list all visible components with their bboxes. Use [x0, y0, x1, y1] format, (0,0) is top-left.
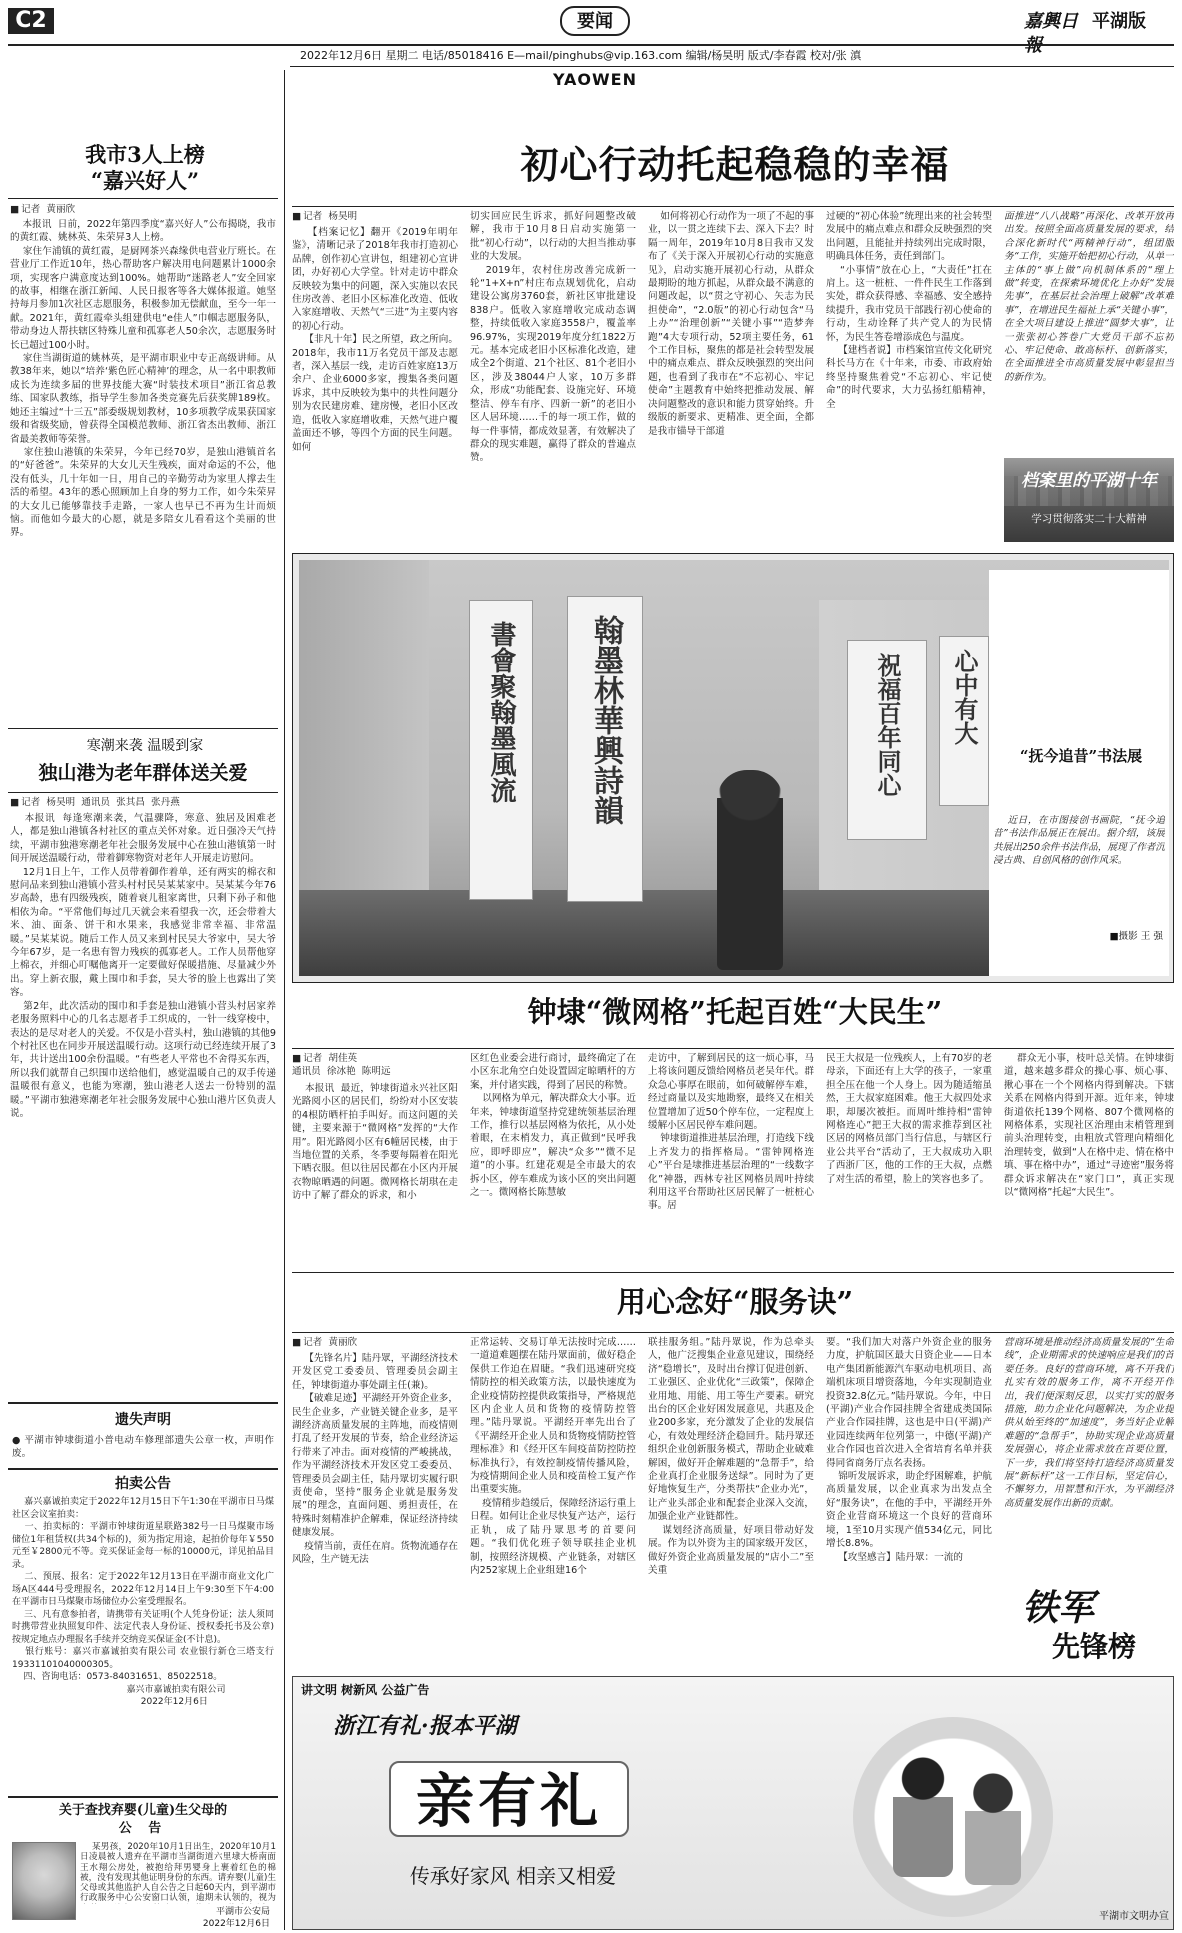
main-col-5: 面推进“八八战略”再深化、改革开放再出发。按照全面高质量发展的要求，结合深化新时代“两精神行动”，组团服务“工作，实施开始把初心行动，从单一主体的“事上做”向机制体系的“理上做”转变，在探索环境优化上办好“发展先事”，在基层社会治理上破解“改革难事”，在增进民生福祉上承“关键小事”，在全大项目建设上推进“圆梦大事”，让一张张初心答卷广大党员干部不忘初心、牢记使命、敢高标杆、创新落实，在全面推进全市高质量发展中彰显担当的新作为。	[1004, 211, 1174, 383]
ad-top-strip: 讲文明 树新风 公益广告	[301, 1683, 430, 1697]
calligraphy-scroll-2	[567, 596, 643, 902]
left-column-divider	[284, 70, 285, 1930]
scroll-3-text: 祝福百年同心	[873, 653, 902, 797]
story4-col-5: 营商环境是推动经济高质量发展的“生命线”，企业期需求的快速响应是我们的首要任务。良好的营商环境，离不开我们扎实有效的服务工作，离不开经开作出，我们便深刻反思，以实打实的服务措施，助力企业化问题解决，为企业提供从始至终的“加速度”，务当好企业解难题的“急帮手”，协助实现企业高质量发展强心，将企业需求放在首要位置，下一步，我们将坚持打造经济高质量发展“新标杆”这一工作目标，坚定信心，不懈努力，用智慧和汗水，为平湖经济高质量发展作出新的贡献。	[1004, 1337, 1174, 1509]
calligraphy-scroll-1	[469, 600, 533, 900]
story4-rule	[292, 1332, 1174, 1333]
ad-illustration-figure-1	[893, 1757, 953, 1877]
masthead-rule	[8, 44, 1174, 46]
photo-credit: ■摄影 王 强	[1109, 931, 1163, 942]
section-pinyin: YAOWEN	[552, 70, 637, 89]
story4-headline: 用心念好“服务诀”	[616, 1285, 854, 1319]
ad-slogan: 浙江有礼·报本平湖	[333, 1713, 517, 1739]
foundling-body: 某男孩，2020年10月1日出生，2020年10月1日凌晨被人遗弃在平湖市当湖街道六里埭大桥南面王水翔公房处，被抱给拜男婴身上裹着红色的棉被，没有发现其他证明身份的东西。请弃婴(儿童)生父母或其他监护人自公告之日起60天内，到平湖市行政服务中心公安窗口认领，逾期未认领的，视为	[80, 1842, 276, 1904]
calligraphy-scroll-4	[939, 636, 989, 806]
archive-banner	[1004, 458, 1174, 542]
story1-headline-1: 我市3人上榜	[85, 142, 205, 167]
archive-title: 档案里的平湖十年	[1021, 471, 1157, 491]
story3-byline: ■ 记者 胡佳英 通讯员 徐冰艳 陈明远	[292, 1052, 458, 1080]
auction-top-rule	[8, 1468, 278, 1470]
foundling-date: 2022年12月6日	[202, 1919, 270, 1929]
story2-byline: ■ 记者 杨昊明 通讯员 张其昌 张丹燕	[10, 796, 276, 810]
story3-col-3: 走访中，了解到居民的这一烦心事，马上将该问题反馈给网格员老吴年代。群众急心事厚在眼前，如何破解停车难，经过商量以及实地勘察，最终又在相关位置增加了近50个停车位，一定程度上缓解小区居民停车难问题。 钟埭街道推进基层治理，打造线下线上齐发力的指挥格局。“雷钟网格连心”平台是埭推进基层治理的“一线数字化”神器，西林专社区网格员周叶持续利用这平台帮助社区居民解了一桩桩心事。居	[648, 1053, 814, 1212]
pioneer-logo	[1008, 1586, 1174, 1670]
story4-top-rule	[292, 1272, 1174, 1273]
auction-body: 嘉兴嘉诚拍卖定于2022年12月15日下午1:30在平湖市日马煤社区会议室拍卖： 一、拍卖标的：平湖市钟埭街道星联路382号一日马煤聚市场储位1年租赁权(共34个标的)，须为指定用途，起拍价每年￥550元至￥2800元不等。竞买保证金每一标的10000元，详见拍品目录。 二、预展、报名：定于2022年12月13日在平湖市商业文化广场A区444号受理报名，2022年12月14日上午9:30至下午4:00在平湖市日马煤聚市场储位办公室受理报名。 三、凡有意参拍者，请携带有关证明(个人凭身份证；法人须同时携带营业执照复印件、法定代表人身份证、授权委托书及公章)按规定地点办理报名手续并交纳竞买保证金(不计息)。 银行账号：嘉兴市嘉诚拍卖有限公司 农业银行新仓三塔支行 19331101040000305。 四、咨询电话：0573-84031651、85022518。 嘉兴市嘉诚拍卖有限公司 2022年12月6日	[12, 1497, 274, 1707]
main-col-4: 过硬的“初心体验”统理出来的社会转型发展中的痛点难点和群众反映强烈的突出问题，且能扯并持续列出完成时限，明确具体任务，责任到部门。 “小事情”放在心上，“大责任”扛在肩上。这一桩桩、一件件民生工作落到实处，群众获得感、幸福感、安全感持续提升，我市党员干部践行初心使命的行动，生动诠释了共产党人的为民情怀，为民生答卷增添成色与温度。 【建档者说】市档案馆宣传文化研究科长马方在《十年来，市委、市政府始终坚持聚焦着党“不忘初心、牢记使命”的时代要求，大力弘扬红船精神，全	[826, 211, 992, 410]
main-headline-rule	[292, 206, 1174, 207]
foundling-top-rule	[8, 1796, 278, 1798]
masthead-info: 2022年12月6日 星期二 电话/85018416 E—mail/pinghubs@vip.163.com 编辑/杨昊明 版式/李春霞 校对/张 滇	[300, 49, 862, 62]
edition-label: 平湖版	[1092, 11, 1146, 32]
story3-col-4: 民王大叔是一位残疾人，上有70岁的老母亲，下面还有上大学的孩子，一家重担全压在他一个人身上。因为随适缩虽然，王大叔家庭困难。他王大叔四处求职，却屡次被拒。而周叶维持相“雷钟网格连心”把王大叔的需求推荐到区社区居的网格员部门当行信息，与辖区行业公共平台“活动了，王大叔成功入职了西浙厂区，他的工作的王大叔，点燃了对生活的希望，脸上的笑容也多了。	[826, 1053, 992, 1185]
ad-credit: 平湖市文明办宣	[1099, 1911, 1169, 1922]
ad-main-text: 亲有礼	[389, 1761, 629, 1837]
story4-col-4: 要。“我们加大对落户外资企业的服务力度，护航国区最大日资企业——日本电产集团新能源汽车驱动电机项目、高端机床项目增资落地，今年实现制造业投资32.8亿元。”陆丹眾说。今年，中日(平湖)产业合作园挂牌全省建成类国际产业合作园挂牌，这也是中日(平湖)产业园连续两年位列第一，中德(平湖)产业合作园也首次进入全省培育名单并获得同省商务厅点名表扬。 锦听发展诉求，助企纾困解难，护航高质量发展，以企业真求为出发点全好“服务诀”，在他的手中，平湖经开外资企业营商环境这一个良好的营商环境，1至10月实现产值534亿元，同比增长8.8%。 【攻坚感言】陆丹眾：一流的	[826, 1337, 992, 1563]
main-byline: ■ 记者 杨昊明	[292, 210, 462, 224]
pioneer-line-1: 铁军	[1022, 1587, 1095, 1629]
story3-col-1: 本报讯 最近，钟埭街道永兴社区阳光路阅小区的居民们，纷纷对小区安装的4根防晒杆拍手叫好。而这问题的关键，主要来源于“微网格”发挥的“大作用”。阳光路阅小区有6幢居民楼，由于当地位置的关系，冬季要每隔着在阳光下晒衣服。但以往居民都在小区内开展衣物晾晒遇的问题。微网格长胡琪在走访中了解了群众的诉求，和小	[292, 1083, 458, 1202]
story1-rule	[8, 198, 278, 199]
ad-frame	[292, 1676, 1174, 1930]
story4-byline: ■ 记者 黄丽欣	[292, 1336, 458, 1350]
page-code: C2	[8, 8, 54, 34]
story2-top-rule	[8, 728, 278, 729]
scroll-2-text: 翰墨林華興詩韻	[588, 615, 623, 825]
story2-body: 本报讯 每逢寒潮来袭，气温骤降，寒意、独居及困难老人，都是独山港镇各村社区的重点关怀对象。近日强冷天气持续，平湖市独港寒潮老年社会服务发展中心在独山港镇第一时间开展送温暖行动，带着御寒物资对老年人开展走访慰问。 12月1日上午，工作人员带着御作着单，还有两实的棉衣和慰问品来到独山港镇小营头村村民吴某某家中。吴某某今年76岁高龄，患有四级残疾，随着衰儿租家离世，只剩下孙子和他相依为命。“平常他们每过几天就会来看望我一次，还会带着大米、油、面条、饼干和水果来，我感觉非常幸福、非常温暖。”吴某某说。随后工作人员又来到村民吴大爷家中，吴大爷今年67岁，是一名患有智力残疾的孤寡老人。工作人员帮他穿上棉衣，并细心叮嘱他离开一定要做好保暖措施、尽量减少外出。穿上新衣服，戴上围巾和手套，吴大爷的脸上也露出了笑容。 第2年，此次活动的围巾和手套是独山港镇小营头村居家养老服务照料中心的几名志愿者手工织成的，一针一线穿梭中，表达的是尽对老人的关爱。不仅是小营头村，独山港镇的其他9个村社区也在同步开展送温暖行动。这项行动已经连续开展了3年，共计送出100余份温暖。“有些老人平常也不舍得买东西，所以我们就帮自己织围巾送给他们，感觉温暖自己的双手传递温暖很有意义，也能为寒潮，独山港老人送去一份特别的温暖。”平湖市独港寒潮老年社会服务发展中心独山港片区负责人说。	[10, 813, 276, 1119]
main-col-3: 如何将初心行动作为一项了不起的事业，以一贯之连续下去、深入下去？时隔一周年，2019年10月8日我市又发布了《关于深入开展初心行动的实施意见》，启动实施开展初心行动，从群众最期盼的地方抓起，从群众最不满意的问题改起，以“贯之守初心、矢志为民担使命”，“2.0版”的初心行动包含“马上办”“治理创新”“关键小事”“造梦奔跑”4大专项行动，52项主要任务，61个工作目标，聚焦的都是社会转型发展中的痛点难点、群众反映强烈的突出问题，也看到了我市在“不忘初心、牢记使命”主题教育中始终把推动发展、解决问题整改的意识和能力贯穿始终。升级版的新要求、更精准、更全面，全都是我市锚导干部道	[648, 211, 814, 437]
foundling-signature: 平湖市公安局	[215, 1907, 270, 1917]
scroll-1-text: 書會聚翰墨風流	[486, 621, 516, 803]
notice-top-rule	[8, 1402, 278, 1404]
story2-rule	[8, 792, 278, 793]
masthead-rule-2	[290, 66, 1174, 67]
main-col-1: 【档案记忆】翻开《2019年明年鉴》，清晰记录了2018年我市打造初心品牌，创作初心宣讲包，组建初心宣讲团，办好初心大学堂。针对走访中群众反映较为集中的问题，深入实施以农民住房改善、老旧小区标准化改造、低收入家庭增收、天然气“三进”为主要内容的初心行动。 【非凡十年】民之所望，政之所向。2018年，我市11万名党员干部及志愿者，深入基层一线，走访百姓家庭13万余户、企业6000多家，搜集各类问题诉求，其中反映较为集中的共性问题分别为农民建房难、建房慢，老旧小区改造，低收入家庭增收难，天然气进户覆盖面还不够，等四个方面的民生问题。如何	[292, 227, 458, 453]
gallery-wall-left	[299, 560, 429, 890]
scroll-4-text: 心中有大	[950, 649, 979, 745]
story3-col-2: 区红色业委会进行商讨，最终确定了在小区东北角空白处设置固定晾晒杆的方案，并付诸实践，得到了居民的称赞。 以网格为单元，解决群众大小事。近年来，钟埭街道坚持党建统领基层治理工作，推行以基层网格为依托，从小处着眼，在末梢发力，真正做到“民呼我应，即呼即应”，解决“众多”“微不足道”的小事。红建花观是全市最大的农拆小区，停车难成为该小区的突出问题之一。微网格长陈慧敏	[470, 1053, 636, 1199]
ad-subline: 传承好家风 相亲又相爱	[409, 1864, 617, 1888]
main-headline: 初心行动托起稳稳的幸福	[520, 142, 950, 187]
photo-caption-body: 近日，在市图接创书画院，“抚今追昔”书法作品展正在展出。据介绍，该展共展出250余件书法作品，展现了作者沉浸古典、自创风格的创作风采。	[993, 815, 1165, 867]
section-title: 要闻	[560, 6, 630, 36]
calligraphy-scroll-3	[847, 640, 927, 840]
story3-rule	[292, 1048, 1174, 1049]
paper-name: 嘉興日報	[1024, 11, 1078, 56]
story1-headline-2: “嘉兴好人”	[90, 168, 200, 193]
story2-kicker: 寒潮来袭 温暖到家	[86, 738, 204, 754]
notice-title: 遗失声明	[115, 1412, 171, 1428]
archive-subtitle: 学习贯彻落实二十大精神	[1031, 513, 1147, 525]
story1-body: 本报讯 日前，2022年第四季度“嘉兴好人”公布揭晓，我市的黄红霞、姚林英、朱荣昇3人上榜。 家住乍浦镇的黄红霞，是厨网茶兴森缘供电营业厅班长。在营业厅工作近10年，热心帮助客户解决用电问题累计1000余项，实现客户满意度达到100%。她帮助“迷路老人”安全回家的故事，相继在浙江新闻、人民日报客等各大媒体报道。她坚持每月参加1次社区志愿服务，积极参加无偿献血，至今一年一献。2021年，黄红霞牵头组建供电“e佳人”巾帼志愿服务队，带动身边人帮扶辖区特殊儿童和孤寡老人50余次，志愿服务时长已超过100小时。 家住当湖街道的姚林英，是平湖市职业中专正高级讲师。从教38年来，她以“培养‘紫色匠心精神’的理念，从一名中职教师成长为连续多届的世界技能大赛“时装技术项目”浙江省总教练、国家队教练，指导学生参加各类竞赛先后获奖牌189枚。她还主编过“十三五”部委级规划教材，10多项教学成果获国家级和省级奖励，曾获得全国模范教师、浙江省杰出教师、浙江省最美教师等荣誉。 家住独山港镇的朱荣昇，今年已经70岁，是独山港镇首名的“好爸爸”。朱荣昇的大女儿天生残疾，面对命运的不公，他没有低头，几十年如一日，用自己的辛勤劳动为家里人撑去生活的希望。43年的悉心照顾加上自身的努力工作，如今朱荣昇的大女儿已能够靠技手走路，一家人也早已不再为生计而烦恼。而他如今最大的心愿，就是多陪女儿看看这个美丽的世界。	[10, 219, 276, 539]
pioneer-line-2: 先锋榜	[1052, 1630, 1137, 1663]
story3-col-5: 群众无小事，枝叶总关情。在钟埭街道，越来越多群众的操心事、烦心事、揪心事在一个个网格内得到解决。下辖关系在网格内得到开源。近年来，钟埭街道依托139个网格、807个微网格的网格体系，实现社区治理由末梢管理到前头治理转变，由粗放式管理向精细化治理转变，做到“人在格中走、情在格中填、事在格中办”，通过“寻迹密”服务将群众诉求解决在“家门口”，真正实现以“微网格”托起“大民生”。	[1004, 1053, 1174, 1199]
main-col-2: 切实回应民生诉求，抓好问题整改破解，我市于10月8日启动实施第一批“初心行动”，以行动的大担当推动事业的大发展。 2019年，农村住房改善完成新一轮“1+X+n”村庄布点规划优化，启动建设公寓房3760套，新社区审批建设838户。低收入家庭增收完成动态调整，持续低收入家庭3558户，覆盖率96.97%，实现2019年度分红1822万元。基本完成老旧小区标准化改造，建成全2个街道、21个社区、81个老旧小区，涉及38044户人家，10万多群众，形成“功能配套、设施完好、环境整洁、停车有序、四新一新”的老旧小区人居环境……千的每一项工作，做的每一件事情，都成效显著，有效解决了群众的现实难题，赢得了群众的普遍点赞。	[470, 211, 636, 464]
photo-caption-title: “抚今追昔”书法展	[1019, 747, 1143, 765]
baby-photo	[12, 1842, 76, 1920]
ad-illustration-figure-2	[965, 1773, 1021, 1885]
story1-byline: ■ 记者 黄丽欣	[10, 203, 276, 217]
story2-headline: 独山港为老年群体送关爱	[38, 762, 248, 784]
story4-col-3: 联挂服务组。”陆丹眾说，作为总牵头人，他广泛搜集企业意见建议，围绕经济“稳增长”，及时出台撑订促进创新、工业强区、企业优化“三政策”，保障企业用地、用能、用工等生产要素。研究出台的区企业好困发展意见，共惠及企业200多家，充分激发了企业的发展信心，有效处理经济企稳回升。陆丹眾还组织企业创新服务模式，帮助企业破难解困，做好开企解难题的“急帮手”，给企业真打企业服务送绿”。同时为了更好地恢复生产，分类帮扶“企业办光”，让产业头部企业和配套企业深入交流，加强企业产业链都性。 谋划经济高质量，好项目带动好发展。作为以外资为主的国家级开发区，做好外资企业高质量发展的“店小二”至关重	[648, 1337, 814, 1576]
visitor-figure	[717, 770, 783, 970]
foundling-title-1: 关于查找弃婴(儿童)生父母的	[58, 1803, 228, 1818]
story4-col-2: 正常运转、交易订单无法按时完成……一道道难题摆在陆丹眾面前，做好稳企保供工作迫在眉睫。“我们迅速研究疫情防控的相关政策方法，以最快速度为企业疫情防控提供政策指导，严格规范区内企业人员和货物的疫情防控管理。”陆丹眾说。平湖经开率先出台了《平湖经开企业人员和货物疫情防控管理标准》和《经开区车间疫苗防控防控标准执行》，有效控制疫情传播风险，为疫情期间企业人员和疫苗检工复产作出重要实施。 疫情稍步趋缓后，保障经济运行重上日程。如何让企业尽快复产达产，运行正轨，成了陆丹眾思考的首要问题。“我们优化班子领导联挂企业机制，按照经济规模、产业链条，对辖区内252家规上企业组建16个	[470, 1337, 636, 1576]
story4-col-1: 【先锋名片】陆丹眾，平湖经济技术开发区党工委委员、管理委员会副主任，钟埭街道办事处副主任(兼)。 【破难足迹】平湖经开外资企业多，民生企业多，产业链关键企业多，是平湖经济高质量发展的主阵地，而疫情则打乱了经开发展的节奏，给企业经济运行带来了冲击。面对疫情的严峻挑战，作为平湖经济技术开发区党工委委员、管理委员会副主任，陆丹眾切实履行职责使命，坚持“服务企业就是服务发展”的理念，直面问题、勇担责任，在特殊时刻精准护企解难，保证经济持续健康发展。 疫情当前，责任在肩。货物流通存在风险，生产链无法	[292, 1353, 458, 1566]
photo-frame	[292, 553, 1174, 983]
notice-body: ● 平湖市钟埭街道小普电动车修理部遗失公章一枚，声明作废。	[12, 1435, 274, 1460]
story3-headline: 钟埭“微网格”托起百姓“大民生”	[527, 995, 943, 1029]
auction-title: 拍卖公告	[115, 1476, 171, 1492]
foundling-title-2: 公 告	[118, 1821, 168, 1836]
ad-illustration-circle	[853, 1717, 1053, 1917]
